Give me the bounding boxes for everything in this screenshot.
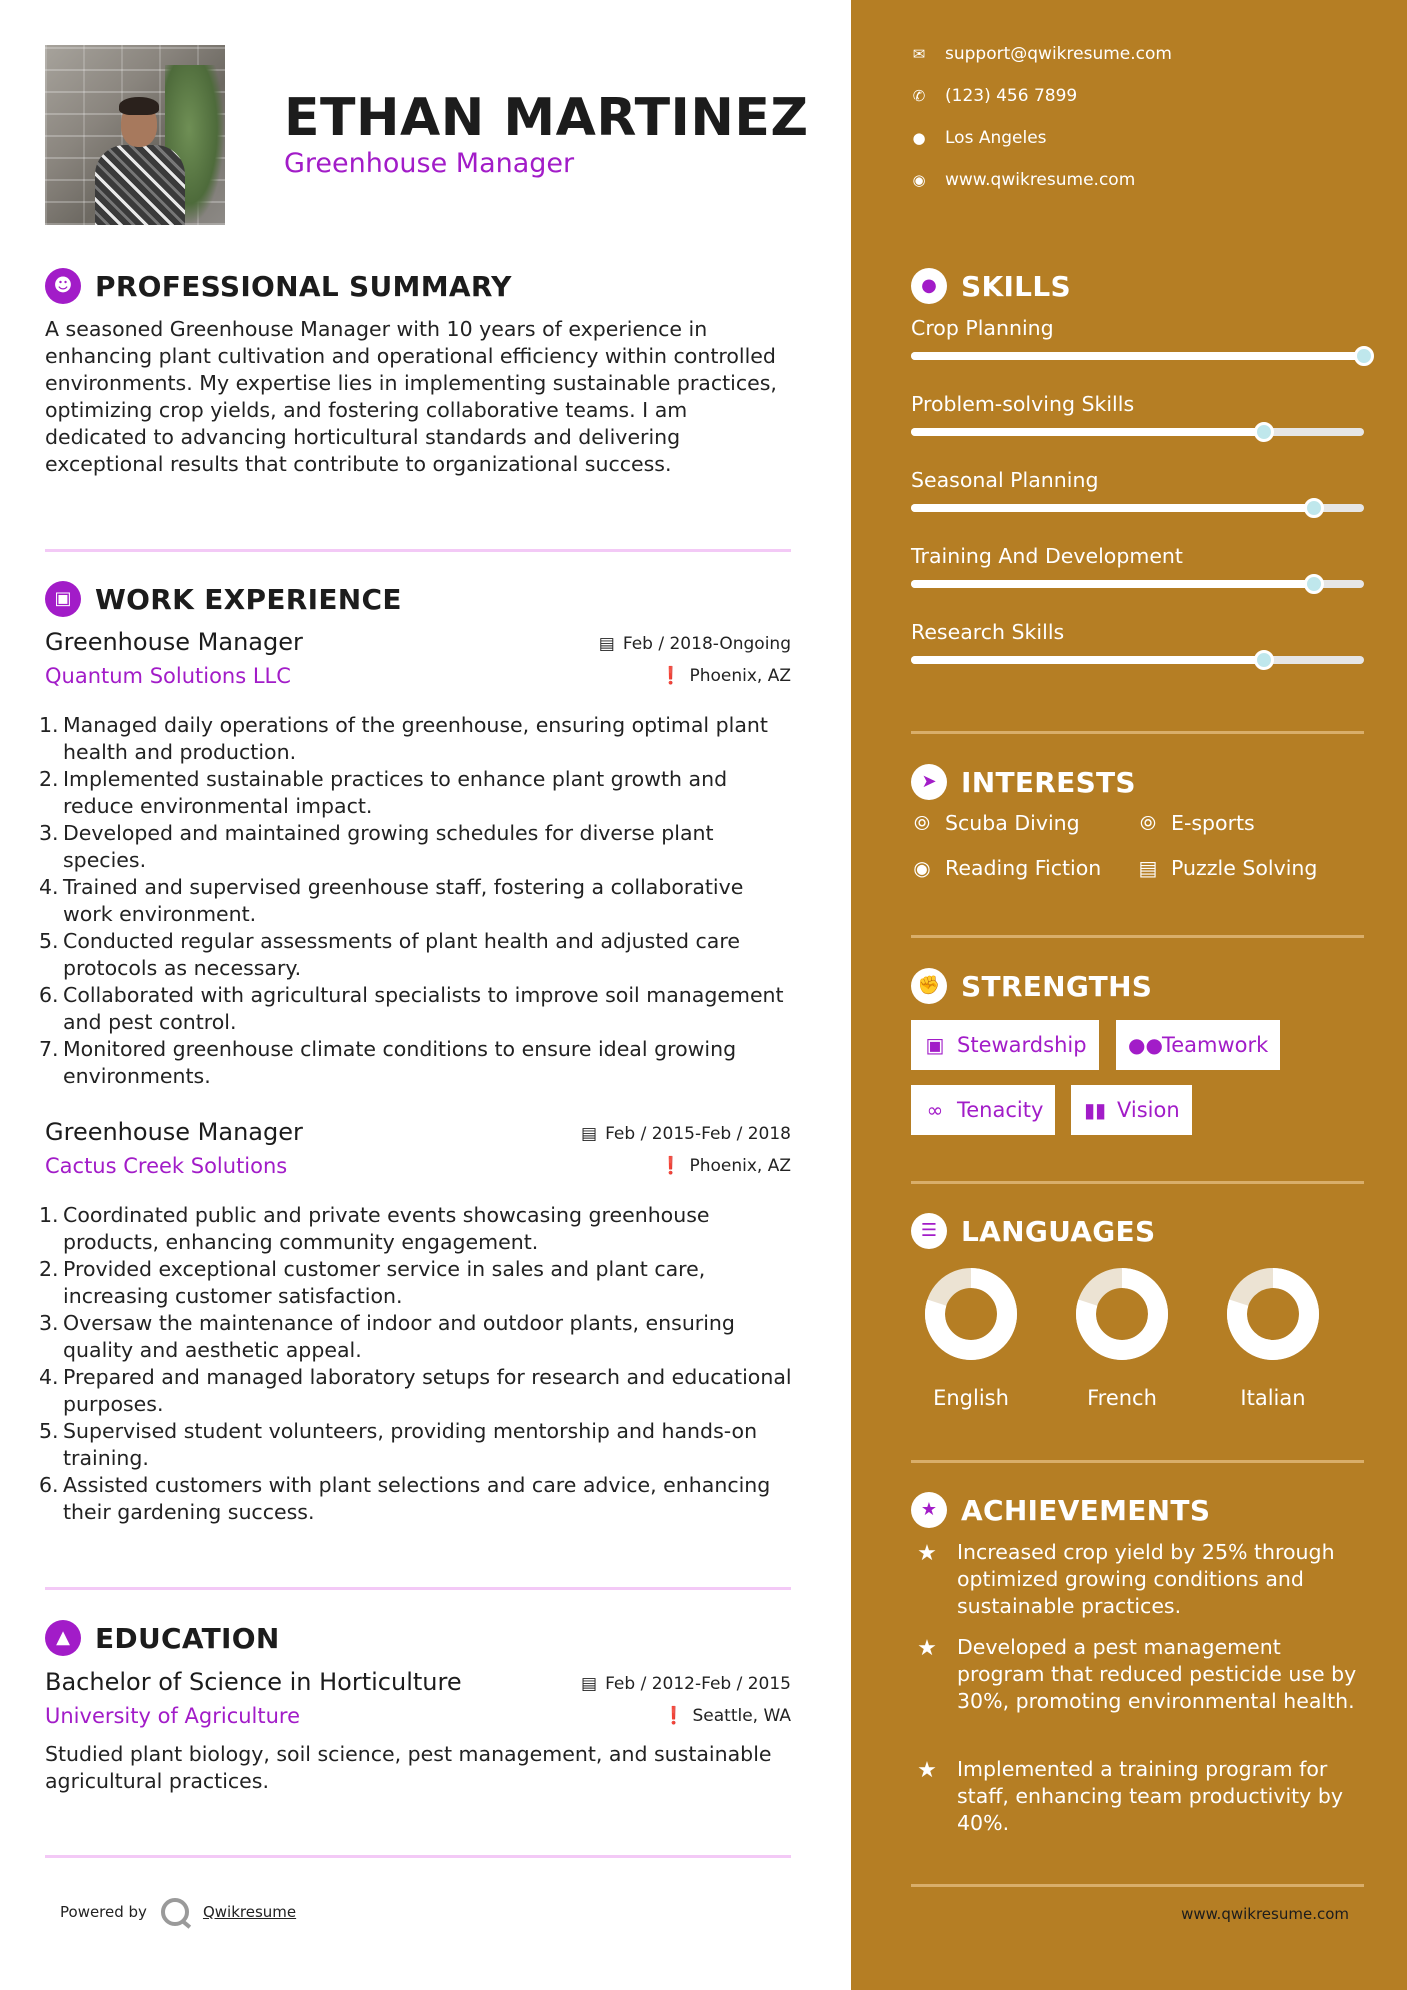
interests-heading [911, 764, 1136, 800]
interest-label: Puzzle Solving [1171, 856, 1318, 880]
interest-item [1137, 856, 1317, 880]
education-location-text: Seattle, WA [692, 1706, 791, 1726]
achievement-text: Increased crop yield by 25% through optimized growing conditions and sustainable practices. [957, 1540, 1335, 1618]
list-item: 5. Conducted regular assessments of plant health and adjusted care protocols as necessary. [39, 929, 740, 980]
star-badge-icon: ★ [911, 1492, 947, 1528]
divider [45, 1855, 791, 1858]
powered-by [60, 1898, 296, 1926]
skill-fill [911, 580, 1314, 588]
globe-icon: ◉ [912, 171, 926, 189]
education-description: Studied plant biology, soil science, pest management, and sustainable agricultural practices. [45, 1742, 772, 1793]
skill-fill [911, 656, 1264, 664]
skill-knob [1304, 574, 1324, 594]
divider [911, 1460, 1364, 1463]
profile-photo [45, 45, 225, 225]
skill-bar [911, 352, 1364, 360]
summary-text: A seasoned Greenhouse Manager with 10 years of experience in enhancing plant cultivation and operational efficiency within controlled environments. My expertise lies in implementing sustainable practices, optimizing crop yields, and fostering collaborative teams. I am dedicated to advancing horticultural standards and delivering exceptional results that contribute to organizational success. [45, 317, 777, 476]
divider [911, 1181, 1364, 1184]
strength-badge [1071, 1085, 1192, 1135]
skill-fill [911, 504, 1314, 512]
envelope-icon: ✉ [912, 45, 926, 63]
divider [45, 549, 791, 552]
gamepad-icon: ◉ [913, 856, 931, 880]
achievement-item [911, 1756, 1364, 1837]
lifebuoy-icon: ⦾ [914, 811, 930, 835]
interest-label: Reading Fiction [945, 856, 1102, 880]
shooting-star-icon: ★ [917, 1636, 937, 1661]
location-text: Los Angeles [945, 128, 1047, 148]
job-location [660, 1156, 791, 1176]
book-icon: ▤ [1138, 856, 1158, 880]
qwikresume-logo-icon [161, 1898, 189, 1926]
divider [911, 1884, 1364, 1887]
skill-fill [911, 428, 1264, 436]
list-item: 5. Supervised student volunteers, providing mentorship and hands-on training. [39, 1419, 758, 1470]
interest-item [911, 856, 1101, 880]
languages-heading [911, 1213, 1155, 1249]
list-item: 7. Monitored greenhouse climate conditions to ensure ideal growing environments. [39, 1037, 737, 1088]
achievements-heading [911, 1492, 1210, 1528]
skill-bar [911, 504, 1364, 512]
divider [911, 935, 1364, 938]
users-icon: ●● [1128, 1033, 1163, 1057]
list-item: 1. Coordinated public and private events showcasing greenhouse products, enhancing community engagement. [39, 1203, 710, 1254]
list-item: 3. Oversaw the maintenance of indoor and outdoor plants, ensuring quality and aesthetic appeal. [39, 1311, 735, 1362]
skill-name: Problem-solving Skills [911, 392, 1135, 416]
strength-badge [911, 1020, 1099, 1070]
job-location [660, 666, 791, 686]
contact-email[interactable] [911, 44, 1172, 64]
translate-icon: ☰ [911, 1213, 947, 1249]
skill-item [911, 468, 1364, 492]
education-location [663, 1706, 791, 1726]
phone-icon: ✆ [912, 87, 926, 105]
job-company: Cactus Creek Solutions [45, 1154, 288, 1178]
summary-heading [45, 268, 512, 304]
achievement-text: Implemented a training program for staff, enhancing team productivity by 40%. [957, 1757, 1343, 1835]
job-date [581, 1124, 791, 1144]
skill-name: Training And Development [911, 544, 1183, 568]
phone-text: (123) 456 7899 [945, 86, 1078, 106]
language-name: English [933, 1386, 1009, 1410]
strength-label: Tenacity [957, 1098, 1044, 1122]
fist-icon: ✊ [911, 968, 947, 1004]
education-date [581, 1674, 791, 1694]
calendar-icon: ▤ [598, 634, 615, 654]
user-icon: ☻ [45, 268, 81, 304]
list-item: 6. Collaborated with agricultural specialists to improve soil management and pest control. [39, 983, 784, 1034]
language-ring [1225, 1266, 1321, 1362]
calendar-icon: ▤ [581, 1124, 598, 1144]
education-date-text: Feb / 2012-Feb / 2015 [605, 1674, 791, 1694]
qwikresume-link[interactable]: Qwikresume [202, 1903, 297, 1921]
divider [45, 1587, 791, 1590]
achievement-item [911, 1539, 1364, 1620]
job-location-text: Phoenix, AZ [689, 1156, 791, 1176]
language-name: Italian [1240, 1386, 1306, 1410]
interest-label: E-sports [1171, 811, 1255, 835]
pin-icon: ❗ [663, 1706, 685, 1726]
summary-title: PROFESSIONAL SUMMARY [95, 269, 512, 303]
briefcase-icon: ▣ [925, 1033, 945, 1057]
list-item: 1. Managed daily operations of the greenhouse, ensuring optimal plant health and production. [39, 713, 768, 764]
skill-knob [1304, 498, 1324, 518]
skill-knob [1354, 346, 1374, 366]
achievement-item [911, 1634, 1364, 1715]
strengths-title: STRENGTHS [961, 969, 1153, 1003]
skills-title: SKILLS [961, 269, 1071, 303]
interests-title: INTERESTS [961, 765, 1136, 799]
footer-website[interactable]: www.qwikresume.com [1181, 1905, 1349, 1923]
language-item [1213, 1266, 1333, 1410]
strength-badge [1116, 1020, 1280, 1070]
pin-icon: ❗ [660, 666, 682, 686]
education-heading [45, 1620, 280, 1656]
website-text: www.qwikresume.com [945, 170, 1136, 190]
achievements-title: ACHIEVEMENTS [961, 1493, 1211, 1527]
experience-title: WORK EXPERIENCE [95, 582, 402, 616]
lightbulb-icon: ● [911, 268, 947, 304]
language-ring [1074, 1266, 1170, 1362]
job-date-text: Feb / 2015-Feb / 2018 [605, 1124, 791, 1144]
list-item: 3. Developed and maintained growing schedules for diverse plant species. [39, 821, 714, 872]
job-date-text: Feb / 2018-Ongoing [622, 634, 791, 654]
interest-label: Scuba Diving [945, 811, 1080, 835]
achievement-text: Developed a pest management program that reduced pesticide use by 30%, promoting environmental health. [957, 1635, 1357, 1713]
school: University of Agriculture [45, 1704, 301, 1728]
skill-bar [911, 428, 1364, 436]
map-marker-icon: ● [912, 129, 926, 147]
skill-name: Seasonal Planning [911, 468, 1099, 492]
email-text: support@qwikresume.com [945, 44, 1172, 64]
job-location-text: Phoenix, AZ [689, 666, 791, 686]
job-title: Greenhouse Manager [45, 1118, 303, 1146]
interest-item [911, 811, 1080, 835]
skill-knob [1254, 422, 1274, 442]
language-name: French [1087, 1386, 1157, 1410]
skill-fill [911, 352, 1364, 360]
shooting-star-icon: ★ [917, 1758, 937, 1783]
list-item: 4. Trained and supervised greenhouse staff, fostering a collaborative work environment. [39, 875, 744, 926]
pin-icon: ❗ [660, 1156, 682, 1176]
skills-heading [911, 268, 1071, 304]
skill-item [911, 316, 1364, 340]
list-item: 6. Assisted customers with plant selections and care advice, enhancing their gardening success. [39, 1473, 771, 1524]
experience-heading [45, 581, 402, 617]
skill-item [911, 544, 1364, 568]
skill-name: Crop Planning [911, 316, 1054, 340]
powered-by-label: Powered by [60, 1903, 147, 1921]
skill-knob [1254, 650, 1274, 670]
list-item: 2. Provided exceptional customer service in sales and plant care, increasing customer satisfaction. [39, 1257, 706, 1308]
candidate-name: ETHAN MARTINEZ [284, 88, 809, 148]
paper-plane-icon: ➤ [911, 764, 947, 800]
degree: Bachelor of Science in Horticulture [45, 1668, 462, 1696]
strength-label: Teamwork [1162, 1033, 1269, 1057]
chair-icon: ▣ [45, 581, 81, 617]
job-duties [39, 1202, 795, 1526]
calendar-icon: ▤ [581, 1674, 598, 1694]
skill-bar [911, 656, 1364, 664]
skill-bar [911, 580, 1364, 588]
list-item: 2. Implemented sustainable practices to enhance plant growth and reduce environmental impact. [39, 767, 728, 818]
job-title: Greenhouse Manager [45, 628, 303, 656]
strengths-heading [911, 968, 1152, 1004]
job-entry [39, 1118, 792, 1538]
contact-website[interactable] [911, 170, 1135, 190]
graduation-cap-icon: ▲ [45, 1620, 81, 1656]
language-item [1062, 1266, 1182, 1410]
contact-location [911, 128, 1047, 148]
languages-title: LANGUAGES [961, 1214, 1156, 1248]
shooting-star-icon: ★ [917, 1541, 937, 1566]
language-item [911, 1266, 1031, 1410]
education-title: EDUCATION [95, 1621, 280, 1655]
lifebuoy-icon: ⦾ [1140, 811, 1156, 835]
job-duties [39, 712, 795, 1090]
divider [911, 731, 1364, 734]
language-ring [923, 1266, 1019, 1362]
job-entry [39, 628, 791, 1088]
skill-item [911, 620, 1364, 644]
list-item: 4. Prepared and managed laboratory setups for research and educational purposes. [39, 1365, 792, 1416]
job-company: Quantum Solutions LLC [45, 664, 291, 688]
skill-name: Research Skills [911, 620, 1065, 644]
job-date [599, 634, 791, 654]
strength-label: Stewardship [957, 1033, 1087, 1057]
candidate-title: Greenhouse Manager [284, 148, 575, 179]
interest-item [1137, 811, 1255, 835]
sidebar [851, 0, 1407, 1990]
strength-badge [911, 1085, 1055, 1135]
link-icon: ∞ [926, 1098, 944, 1122]
contact-phone[interactable] [911, 86, 1077, 106]
binoculars-icon: ▮▮ [1083, 1098, 1106, 1122]
skill-item [911, 392, 1364, 416]
strength-label: Vision [1117, 1098, 1180, 1122]
